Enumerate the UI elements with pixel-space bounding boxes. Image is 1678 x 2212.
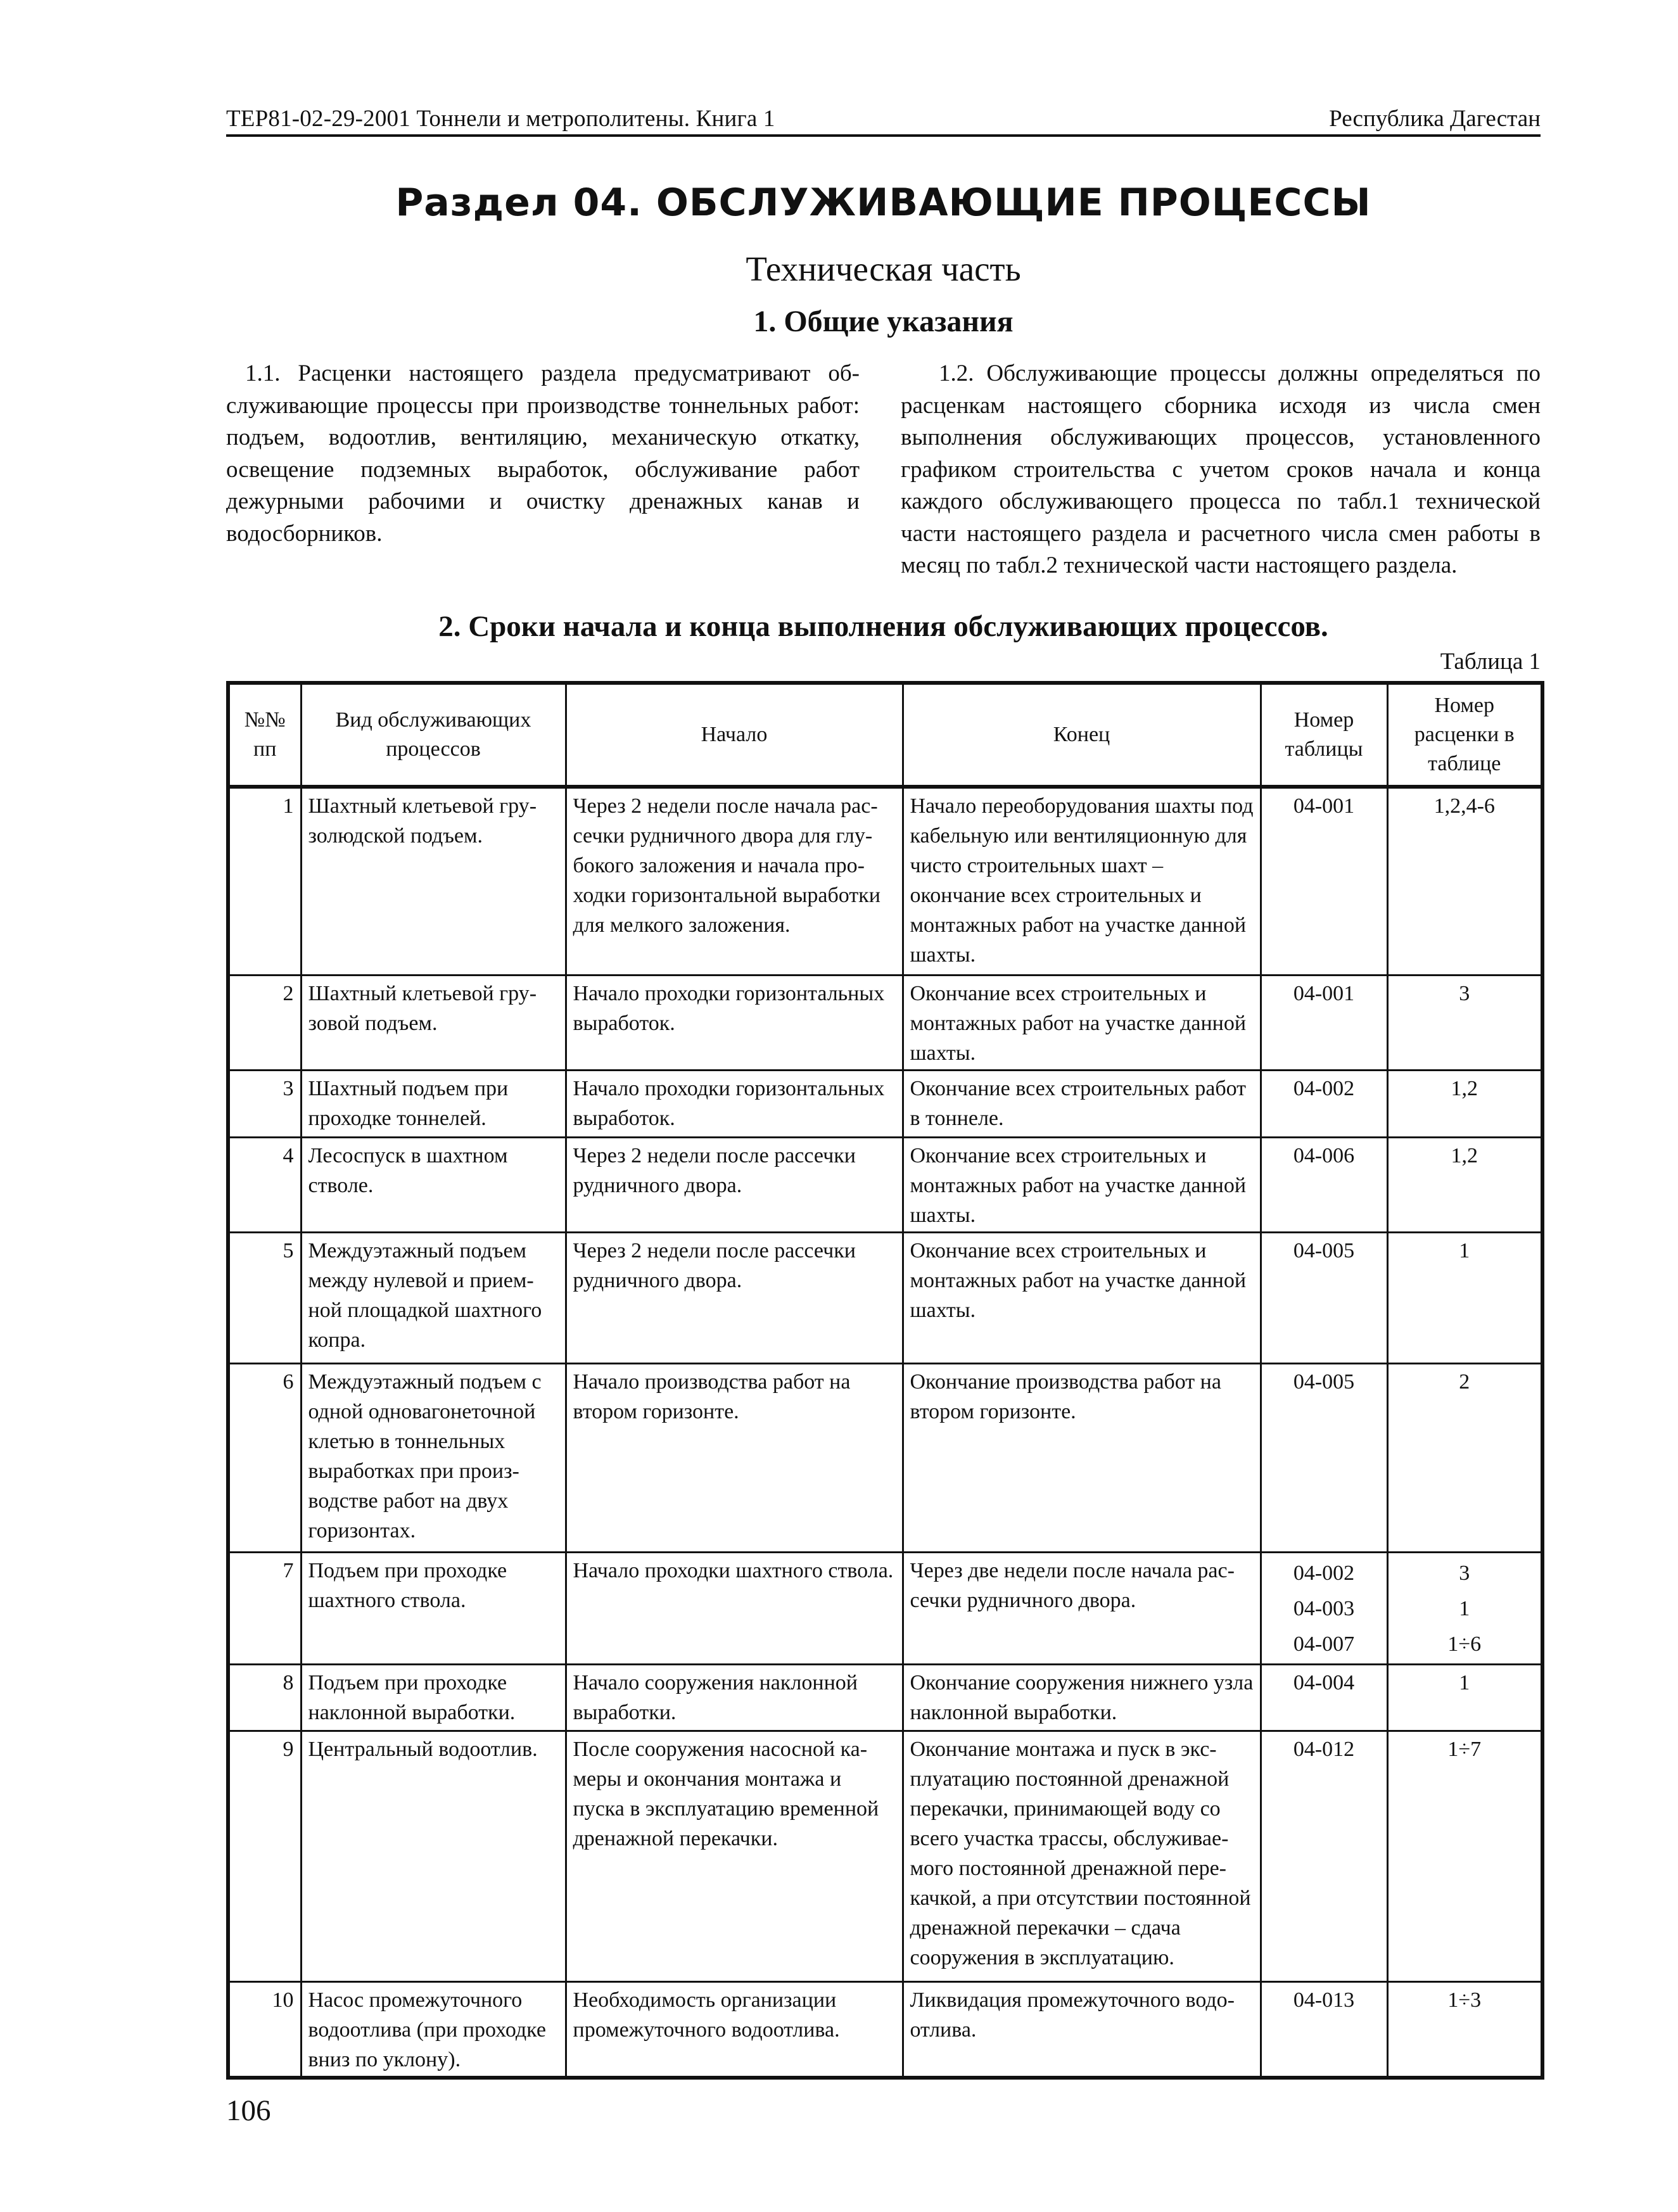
table-number-value: 04-005 [1293,1370,1355,1394]
cell-table-number [1261,1664,1387,1731]
table-number-value: 04-002 [1293,1561,1355,1585]
table-number-value: 04-005 [1293,1238,1355,1262]
header-table-number: Номер таблицы [1261,683,1387,787]
running-header [226,101,1541,137]
cell-code-number [1387,1232,1542,1363]
table-body [228,787,1542,2078]
cell-end: Окончание всех строительных и монтажных работ на участке данной шахты. [903,975,1261,1070]
cell-code-number [1387,975,1542,1070]
code-value: 3 [1459,1561,1470,1585]
code-value: 1÷6 [1447,1632,1482,1656]
paragraph-1-1: 1.1. Расценки настоящего раздела предусматривают обслуживающие процессы при производстве тоннельных работ: подъем, водоотлив, вентиляцию, механическую откатку, освещение подземных выработок, обслуживание работ дежурными рабочими и очистку дренажных канав и водосборников. [226,360,860,547]
table-row [228,1731,1542,1981]
table-number-value: 04-001 [1293,794,1355,818]
cell-start: Через 2 недели после рассечки рудничного двора. [566,1232,903,1363]
code-value: 1,2,4-6 [1433,794,1495,818]
cell-num: 2 [228,975,301,1070]
cell-table-number [1261,1232,1387,1363]
section-title: Раздел 04. ОБСЛУЖИВАЮЩИЕ ПРОЦЕССЫ [395,181,1371,225]
table-number-value: 04-012 [1293,1737,1355,1761]
cell-start: Необходимость организации промежуточного водоотлива. [566,1981,903,2078]
cell-code-number [1387,1731,1542,1981]
cell-code-number [1387,1552,1542,1664]
cell-start: Начало проходки шахтного ствола. [566,1552,903,1664]
page-number: 106 [226,2094,271,2127]
cell-end: Окончание всех строительных работ в тоннеле. [903,1070,1261,1137]
cell-process-type: Шахтный подъем при проходке тоннелей. [301,1070,566,1137]
cell-num: 5 [228,1232,301,1363]
cell-process-type: Шахтный клетьевой грузовой подъем. [301,975,566,1070]
code-value: 1 [1459,1596,1470,1620]
table-row [228,975,1542,1070]
cell-end: Окончание всех строительных и монтажных работ на участке данной шахты. [903,1137,1261,1232]
cell-process-type: Подъем при проходке наклонной выработки. [301,1664,566,1731]
cell-start: Начало проходки горизонтальных выработок. [566,1070,903,1137]
cell-num: 4 [228,1137,301,1232]
cell-process-type: Подъем при проходке шахтного ствола. [301,1552,566,1664]
cell-start: Начало производства работ на втором горизонте. [566,1363,903,1552]
header-document-title: ТЕР81-02-29-2001 Тоннели и метрополитены. Книга 1 [226,106,775,132]
table-number-value: 04-006 [1293,1143,1355,1167]
code-value: 1÷3 [1447,1988,1482,2012]
heading-deadlines: 2. Сроки начала и конца выполнения обслуживающих процессов. [438,610,1328,643]
header-code-number: Номер расценки в таблице [1387,683,1542,787]
cell-num: 10 [228,1981,301,2078]
table-row [228,1981,1542,2078]
code-value: 1,2 [1451,1076,1478,1100]
cell-code-number [1387,1664,1542,1731]
code-value: 1÷7 [1447,1737,1482,1761]
cell-start: После сооружения насосной камеры и окончания монтажа и пуска в эксплуатацию временной дренажной перекачки. [566,1731,903,1981]
cell-process-type: Центральный водоотлив. [301,1731,566,1981]
cell-end: Окончание сооружения нижнего узла наклонной выработки. [903,1664,1261,1731]
table-number-value: 04-013 [1293,1988,1355,2012]
cell-code-number [1387,1137,1542,1232]
code-value: 2 [1459,1370,1470,1394]
cell-table-number [1261,787,1387,975]
document-page [226,0,1541,2212]
cell-end: Через две недели после начала рассечки рудничного двора. [903,1552,1261,1664]
heading-general-instructions: 1. Общие указания [753,305,1014,338]
processes-table [226,681,1544,2080]
table-row [228,1070,1542,1137]
table-header-row [228,683,1542,787]
cell-end: Окончание монтажа и пуск в эксплуатацию постоянной дренажной перекачки, принимающей воду со всего участка трассы, обслуживаемого постоянной дренажной перекачкой, а при отсутствии постоянной дренажной перекачки – сдача сооружения в эксплуатацию. [903,1731,1261,1981]
paragraph-1-2: 1.2. Обслуживающие процессы должны определяться по расценкам настоящего сборника исходя из числа смен выполнения обслуживающих процессов, установленного графиком строительства с учетом сроков начала и конца каждого обслуживающего процесса по табл.1 технической части настоящего раздела и расчетного числа смен работы в месяц по табл.2 технической части настоящего раздела. [901,360,1541,578]
header-end: Конец [903,683,1261,787]
cell-table-number [1261,1137,1387,1232]
cell-num: 9 [228,1731,301,1981]
table-row [228,1137,1542,1232]
table-row [228,1552,1542,1664]
table-row [228,1664,1542,1731]
table-row [228,1363,1542,1552]
code-value: 1,2 [1451,1143,1478,1167]
table-number-value: 04-007 [1293,1632,1355,1656]
cell-end: Начало переоборудования шахты под кабельную или вентиляционную для чисто строительных шахт – окончание всех строительных и монтажных работ на участке данной шахты. [903,787,1261,975]
cell-num: 7 [228,1552,301,1664]
header-start: Начало [566,683,903,787]
cell-code-number [1387,1981,1542,2078]
table-row [228,1232,1542,1363]
table-number-value: 04-001 [1293,981,1355,1005]
code-value: 3 [1459,981,1470,1005]
cell-code-number [1387,1070,1542,1137]
header-num: №№ пп [228,683,301,787]
cell-process-type: Шахтный клетьевой грузолюдской подъем. [301,787,566,975]
cell-start: Через 2 недели после рассечки рудничного двора. [566,1137,903,1232]
cell-process-type: Насос промежуточного водоотлива (при проходке вниз по уклону). [301,1981,566,2078]
cell-num: 8 [228,1664,301,1731]
table-label: Таблица 1 [1440,649,1541,675]
cell-table-number [1261,1731,1387,1981]
cell-code-number [1387,1363,1542,1552]
cell-num: 1 [228,787,301,975]
table-number-value: 04-002 [1293,1076,1355,1100]
table-number-value: 04-003 [1293,1596,1355,1620]
cell-start: Начало проходки горизонтальных выработок. [566,975,903,1070]
cell-end: Ликвидация промежуточного водоотлива. [903,1981,1261,2078]
cell-table-number [1261,1070,1387,1137]
cell-process-type: Междуэтажный подъем с одной одновагонеточной клетью в тоннельных выработках при производстве работ на двух горизонтах. [301,1363,566,1552]
cell-start: Через 2 недели после начала рассечки рудничного двора для глубокого заложения и начала проходки горизонтальной выработки для мелкого заложения. [566,787,903,975]
cell-code-number [1387,787,1542,975]
cell-num: 6 [228,1363,301,1552]
cell-num: 3 [228,1070,301,1137]
table-number-value: 04-004 [1293,1670,1355,1694]
cell-start: Начало сооружения наклонной выработки. [566,1664,903,1731]
cell-end: Окончание всех строительных и монтажных работ на участке данной шахты. [903,1232,1261,1363]
cell-table-number [1261,1552,1387,1664]
cell-end: Окончание производства работ на втором горизонте. [903,1363,1261,1552]
cell-table-number [1261,1363,1387,1552]
cell-process-type: Междуэтажный подъем между нулевой и приемной площадкой шахтного копра. [301,1232,566,1363]
code-value: 1 [1459,1238,1470,1262]
cell-process-type: Лесоспуск в шахтном стволе. [301,1137,566,1232]
code-value: 1 [1459,1670,1470,1694]
header-process-type: Вид обслуживающих процессов [301,683,566,787]
cell-table-number [1261,1981,1387,2078]
cell-table-number [1261,975,1387,1070]
header-region: Республика Дагестан [1329,106,1541,132]
table-row [228,787,1542,975]
subtitle: Техническая часть [746,250,1021,288]
